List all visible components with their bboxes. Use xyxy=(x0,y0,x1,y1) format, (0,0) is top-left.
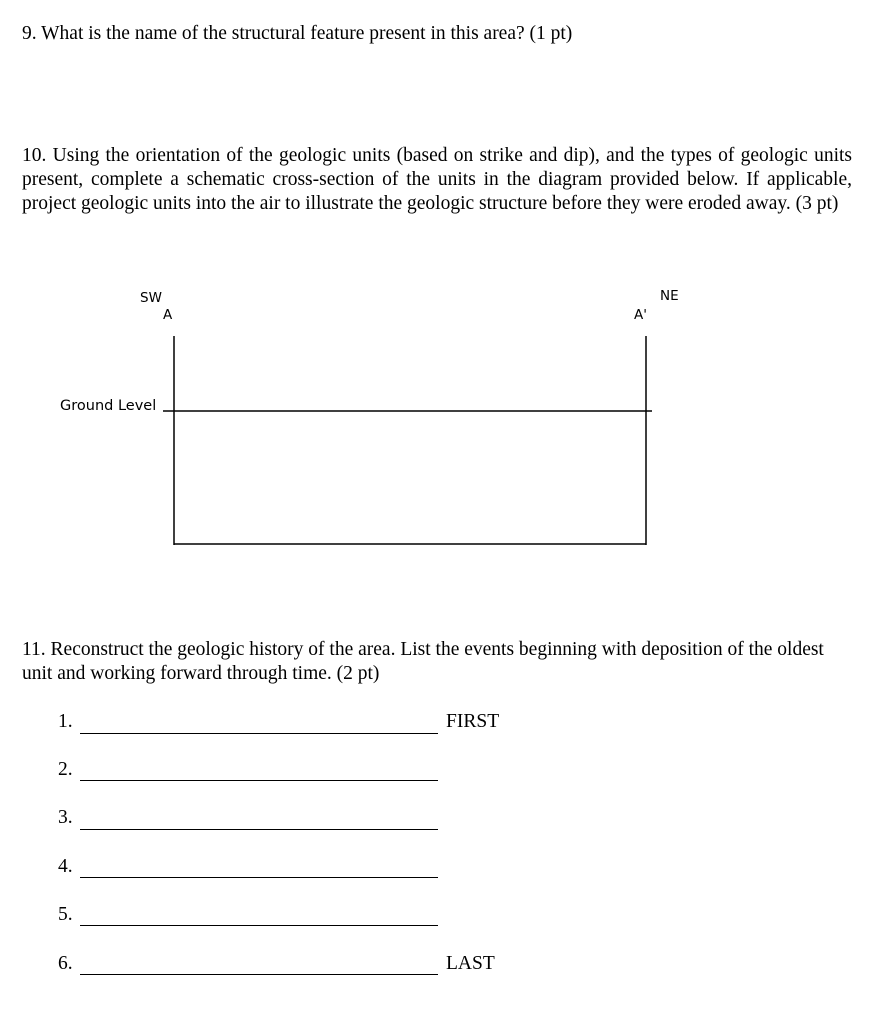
answer-number: 4. xyxy=(58,856,73,877)
question-11: 11. Reconstruct the geologic history of the area. List the events beginning with deposition of the oldest unit and working forward through time. (2 pt) xyxy=(22,639,824,684)
answer-number: 5. xyxy=(58,904,73,925)
answer-number: 1. xyxy=(58,711,73,732)
answer-line[interactable] xyxy=(80,925,438,926)
answer-line[interactable] xyxy=(80,877,438,878)
question-10: 10. Using the orientation of the geologic units (based on strike and dip), and the types of geologic units present, complete a schematic cross-section of the units in the diagram provided below. If applicable, project geologic units into the air to illustrate the geologic structure before they were eroded away. (3 pt) xyxy=(22,145,852,214)
first-tag: FIRST xyxy=(446,711,500,732)
answer-line[interactable] xyxy=(80,974,438,975)
point-a-label: A xyxy=(163,307,173,323)
ground-level-label: Ground Level xyxy=(60,398,157,414)
ne-direction-label: NE xyxy=(660,288,679,304)
answer-number: 6. xyxy=(58,953,73,974)
question-9: 9. What is the name of the structural feature present in this area? (1 pt) xyxy=(22,23,573,44)
last-tag: LAST xyxy=(446,953,495,974)
answer-number: 2. xyxy=(58,759,73,780)
sw-direction-label: SW xyxy=(140,290,162,306)
answer-line[interactable] xyxy=(80,780,438,781)
point-a-prime-label: A' xyxy=(634,307,647,323)
answer-line[interactable] xyxy=(80,829,438,830)
answer-number: 3. xyxy=(58,807,73,828)
answer-line[interactable] xyxy=(80,733,438,734)
